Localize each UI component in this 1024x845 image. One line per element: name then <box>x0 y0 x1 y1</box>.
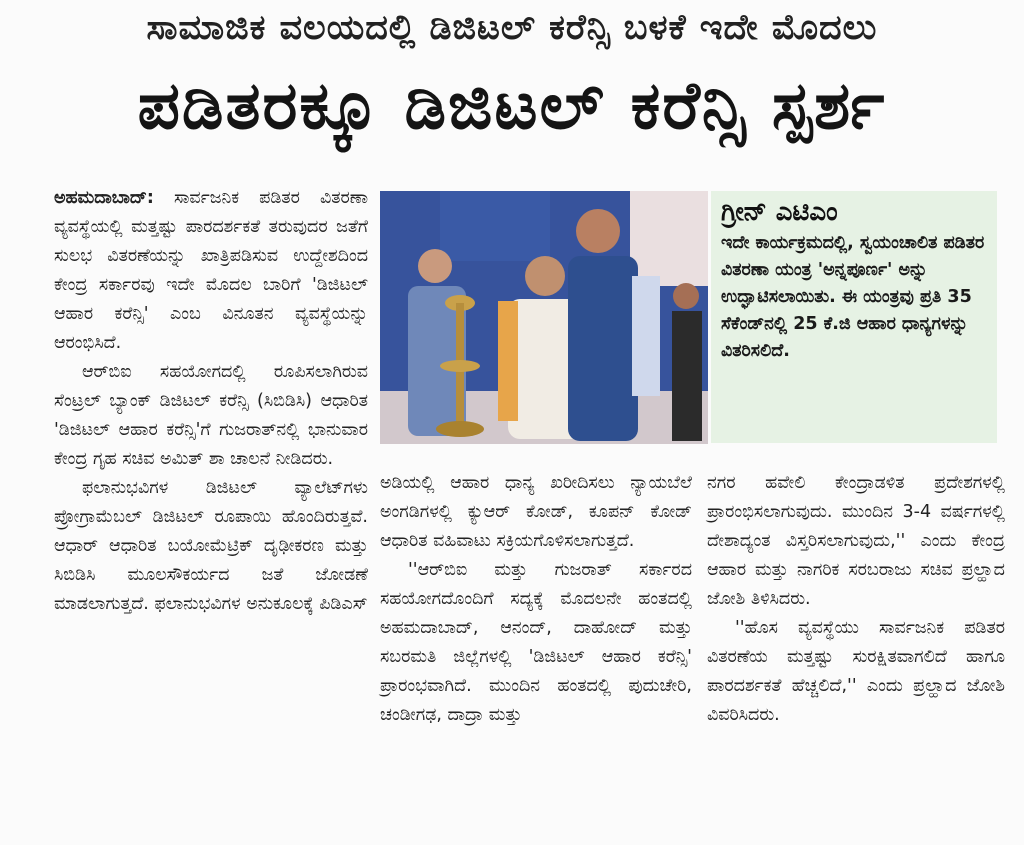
article-column-3 <box>707 469 1005 730</box>
sidebar-title: ಗ್ರೀನ್ ಎಟಿಎಂ <box>721 197 838 227</box>
paragraph: ನಗರ ಹವೇಲಿ ಕೇಂದ್ರಾಡಳಿತ ಪ್ರದೇಶಗಳಲ್ಲಿ ಪ್ರಾರಂಭಿಸಲಾಗುವುದು. ಮುಂದಿನ 3-4 ವರ್ಷಗಳಲ್ಲಿ ದೇಶಾದ್ಯಂತ ವಿಸ್ತರಿಸಲಾಗುವುದು,'' ಎಂದು ಕೇಂದ್ರ ಆಹಾರ ಮತ್ತು ನಾಗರಿಕ ಸರಬರಾಜು ಸಚಿವ ಪ್ರಲ್ಹಾದ ಜೋಶಿ ತಿಳಿಸಿದರು. <box>707 473 1005 609</box>
article-column-1 <box>54 184 368 619</box>
event-photo <box>380 191 708 444</box>
article-kicker: ಸಾಮಾಜಿಕ ವಲಯದಲ್ಲಿ ಡಿಜಿಟಲ್ ಕರೆನ್ಸಿ ಬಳಕೆ ಇದೇ ಮೊದಲು <box>146 8 878 48</box>
green-atm-sidebar <box>711 191 997 443</box>
paragraph: ''ಆರ್‌ಬಿಐ ಮತ್ತು ಗುಜರಾತ್ ಸರ್ಕಾರದ ಸಹಯೋಗದೊಂದಿಗೆ ಸದ್ಯಕ್ಕೆ ಮೊದಲನೇ ಹಂತದಲ್ಲಿ ಅಹಮದಾಬಾದ್, ಆನಂದ್, ದಾಹೋದ್ ಮತ್ತು ಸಬರಮತಿ ಜಿಲ್ಲೆಗಳಲ್ಲಿ 'ಡಿಜಿಟಲ್ ಆಹಾರ ಕರೆನ್ಸಿ' ಪ್ರಾರಂಭವಾಗಿದೆ. ಮುಂದಿನ ಹಂತದಲ್ಲಿ ಪುದುಚೇರಿ, ಚಂಡೀಗಢ, ದಾದ್ರಾ ಮತ್ತು <box>380 560 692 725</box>
article-headline: ಪಡಿತರಕ್ಕೂ ಡಿಜಿಟಲ್ ಕರೆನ್ಸಿ ಸ್ಪರ್ಶ <box>137 67 887 144</box>
lamp-lighting-photo-illustration <box>380 191 708 444</box>
sidebar-text: ಇದೇ ಕಾರ್ಯಕ್ರಮದಲ್ಲಿ, ಸ್ವಯಂಚಾಲಿತ ಪಡಿತರ ವಿತರಣಾ ಯಂತ್ರ 'ಅನ್ನಪೂರ್ಣ' ಅನ್ನು ಉದ್ಘಾಟಿಸಲಾಯಿತು. ಈ ಯಂತ್ರವು ಪ್ರತಿ 35 ಸೆಕೆಂಡ್‌ನಲ್ಲಿ 25 ಕೆ.ಜಿ ಆಹಾರ ಧಾನ್ಯಗಳನ್ನು ವಿತರಿಸಲಿದೆ. <box>721 233 985 361</box>
dateline: ಅಹಮದಾಬಾದ್: <box>54 188 154 208</box>
paragraph: ''ಹೊಸ ವ್ಯವಸ್ಥೆಯು ಸಾರ್ವಜನಿಕ ಪಡಿತರ ವಿತರಣೆಯ ಮತ್ತಷ್ಟು ಸುರಕ್ಷಿತವಾಗಲಿದೆ ಹಾಗೂ ಪಾರದರ್ಶಕತೆ ಹೆಚ್ಚಲಿದೆ,'' ಎಂದು ಪ್ರಲ್ಹಾದ ಜೋಶಿ ವಿವರಿಸಿದರು. <box>707 618 1005 725</box>
paragraph <box>54 184 368 358</box>
paragraph: ಆರ್‌ಬಿಐ ಸಹಯೋಗದಲ್ಲಿ ರೂಪಿಸಲಾಗಿರುವ ಸೆಂಟ್ರಲ್ ಬ್ಯಾಂಕ್ ಡಿಜಿಟಲ್ ಕರೆನ್ಸಿ (ಸಿಬಿಡಿಸಿ) ಆಧಾರಿತ 'ಡಿಜಿಟಲ್ ಆಹಾರ ಕರೆನ್ಸಿ'ಗೆ ಗುಜರಾತ್‌ನಲ್ಲಿ ಭಾನುವಾರ ಕೇಂದ್ರ ಗೃಹ ಸಚಿವ ಅಮಿತ್ ಶಾ ಚಾಲನೆ ನೀಡಿದರು. <box>54 362 368 469</box>
paragraph-text: ಸಾರ್ವಜನಿಕ ಪಡಿತರ ವಿತರಣಾ ವ್ಯವಸ್ಥೆಯಲ್ಲಿ ಮತ್ತಷ್ಟು ಪಾರದರ್ಶಕತೆ ತರುವುದರ ಜತೆಗೆ ಸುಲಭ ವಿತರಣೆಯನ್ನು ಖಾತ್ರಿಪಡಿಸುವ ಉದ್ದೇಶದಿಂದ ಕೇಂದ್ರ ಸರ್ಕಾರವು ಇದೇ ಮೊದಲ ಬಾರಿಗೆ 'ಡಿಜಿಟಲ್ ಆಹಾರ ಕರೆನ್ಸಿ' ಎಂಬ ವಿನೂತನ ವ್ಯವಸ್ಥೆಯನ್ನು ಆರಂಭಿಸಿದೆ. <box>54 188 368 353</box>
paragraph: ಅಡಿಯಲ್ಲಿ ಆಹಾರ ಧಾನ್ಯ ಖರೀದಿಸಲು ನ್ಯಾಯಬೆಲೆ ಅಂಗಡಿಗಳಲ್ಲಿ ಕ್ಯುಆರ್ ಕೋಡ್, ಕೂಪನ್ ಕೋಡ್ ಆಧಾರಿತ ವಹಿವಾಟು ಸಕ್ರಿಯಗೊಳಿಸಲಾಗುತ್ತದೆ. <box>380 473 692 551</box>
paragraph: ಫಲಾನುಭವಿಗಳ ಡಿಜಿಟಲ್ ವ್ಯಾಲೆಟ್‌ಗಳು ಪ್ರೋಗ್ರಾಮೆಬಲ್ ಡಿಜಿಟಲ್ ರೂಪಾಯಿ ಹೊಂದಿರುತ್ತವೆ. ಆಧಾರ್ ಆಧಾರಿತ ಬಯೋಮೆಟ್ರಿಕ್ ದೃಢೀಕರಣ ಮತ್ತು ಸಿಬಿಡಿಸಿ ಮೂಲಸೌಕರ್ಯದ ಜತೆ ಜೋಡಣೆ ಮಾಡಲಾಗುತ್ತದೆ. ಫಲಾನುಭವಿಗಳ ಅನುಕೂಲಕ್ಕೆ ಪಿಡಿಎಸ್ <box>54 478 368 614</box>
article-column-2 <box>380 469 692 730</box>
